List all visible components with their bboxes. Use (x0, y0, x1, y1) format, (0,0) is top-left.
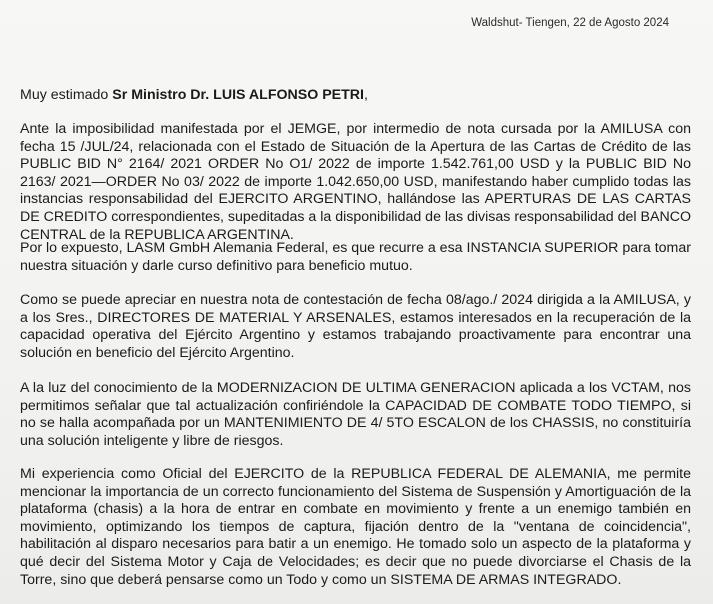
page-bottom-edge (0, 596, 713, 604)
salutation-prefix: Muy estimado (20, 87, 113, 103)
paragraph-block-2 (20, 240, 691, 275)
paragraph: Como se puede apreciar en nuestra nota de contestación de fecha 08/ago./ 2024 dirigida a la AMILUSA, y a los Sres., DIRECTORES DE MATERIAL Y ARSENALES, estamos interesados en la recuperación de la capacidad operativa del Ejército Argentino y estamos trabajando proactivamente para encontrar una solución en beneficio del Ejército Argentino. (20, 292, 691, 361)
paragraph-block-4 (20, 380, 691, 450)
recipient-name: Sr Ministro Dr. LUIS ALFONSO PETRI (112, 87, 364, 103)
salutation (20, 87, 368, 103)
paragraph-block-5 (20, 466, 691, 589)
paragraph-block-1 (20, 121, 691, 244)
paragraph: A la luz del conocimiento de la MODERNIZACION DE ULTIMA GENERACION aplicada a los VCTAM, nos permitimos señalar que tal actualización confiriéndole la CAPACIDAD DE COMBATE TODO TIEMPO, si no se halla acompañada por un MANTENIMIENTO DE 4/ 5TO ESCALON de los CHASSIS, no constituiría una solución inteligente y libre de riesgos. (20, 380, 691, 449)
paragraph: Mi experiencia como Oficial del EJERCITO de la REPUBLICA FEDERAL DE ALEMANIA, me permite mencionar la importancia de un correcto funcionamiento del Sistema de Suspensión y Amortiguación de la plataforma (chasis) a la hora de entrar en combate en movimiento y frente a un enemigo también en movimiento, optimizando los tiempos de captura, fijación dentro de la "ventana de coincidencia", habilitación al disparo necesarios para batir a un enemigo. He tomado solo un aspecto de la plataforma y qué decir del Sistema Motor y Caja de Velocidades; es decir que no puede divorciarse el Chasis de la Torre, sino que deberá pensarse como un Todo y como un SISTEMA DE ARMAS INTEGRADO. (20, 466, 691, 588)
paragraph-block-3 (20, 292, 691, 362)
paragraph: Por lo expuesto, LASM GmbH Alemania Federal, es que recurre a esa INSTANCIA SUPERIOR para tomar nuestra situación y darle curso definitivo para beneficio mutuo. (20, 240, 691, 274)
salutation-suffix: , (363, 87, 368, 103)
paragraph: Ante la imposibilidad manifestada por el JEMGE, por intermedio de nota cursada por la AMILUSA con fecha 15 /JUL/24, relacionada con el Estado de Situación de la Apertura de las Cartas de Crédito de las PUBLIC BID N° 2164/ 2021 ORDER No O1/ 2022 de importe 1.542.761,00 USD y la PUBLIC BID No 2163/ 2021—ORDER No 03/ 2022 de importe 1.042.650,00 USD, manifestando haber cumplido todas las instancias responsabilidad del EJERCITO ARGENTINO, hallándose las APERTURAS DE LAS CARTAS DE CREDITO correspondientes, supeditadas a la disponibilidad de las divisas responsabilidad del BANCO CENTRAL de la REPUBLICA ARGENTINA. (20, 121, 691, 243)
date-line: Waldshut- Tiengen, 22 de Agosto 2024 (471, 17, 669, 29)
